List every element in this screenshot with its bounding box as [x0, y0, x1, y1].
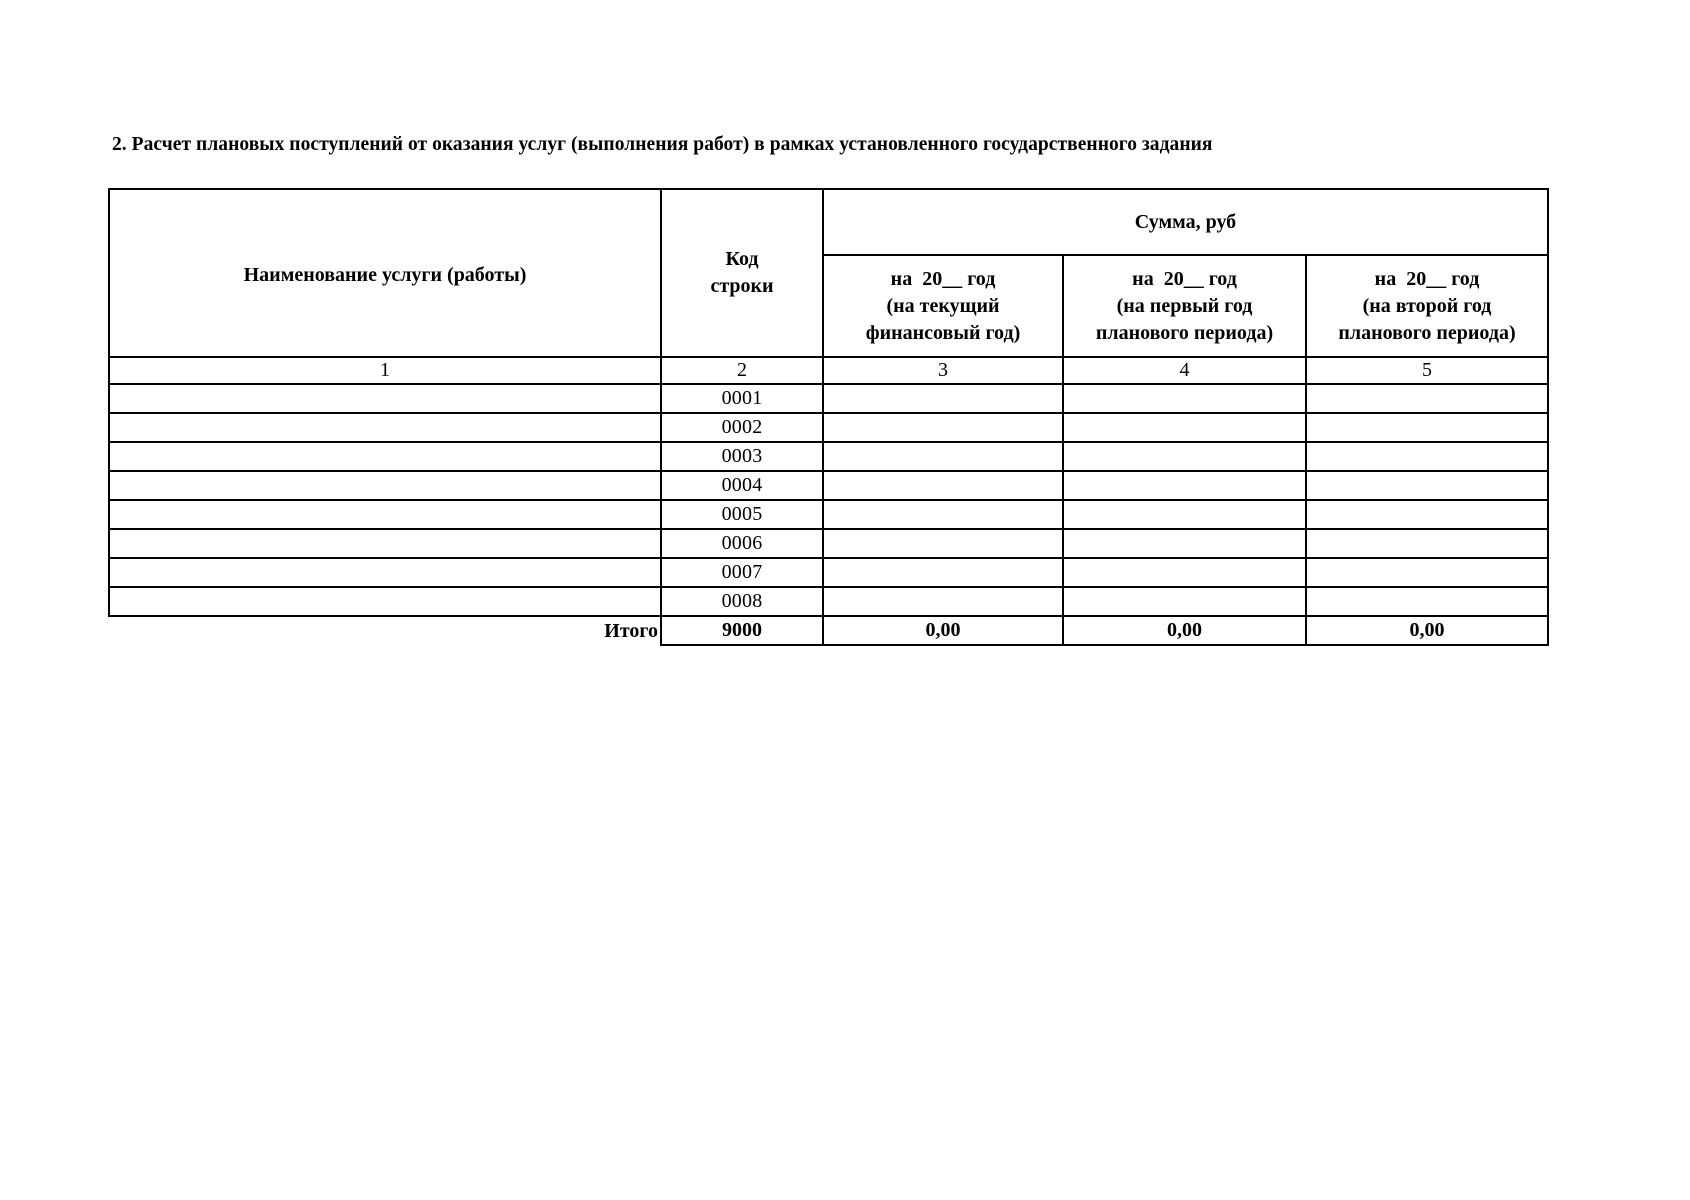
- service-name-cell[interactable]: [109, 558, 661, 587]
- column-number: 4: [1063, 357, 1306, 384]
- amount-cell-current[interactable]: [823, 384, 1063, 413]
- row-code-cell: 0007: [661, 558, 823, 587]
- header-year-first-plan: [1063, 255, 1306, 357]
- column-number-row: [109, 357, 1548, 384]
- header-year-second-plan-line3: планового периода): [1338, 321, 1516, 344]
- amount-cell-second-plan[interactable]: [1306, 529, 1548, 558]
- header-year-second-plan-line1: на 20__ год: [1374, 267, 1480, 290]
- amount-cell-current[interactable]: [823, 442, 1063, 471]
- header-row-code: [661, 189, 823, 357]
- amount-cell-first-plan[interactable]: [1063, 471, 1306, 500]
- header-year-first-plan-line3: планового периода): [1095, 321, 1274, 344]
- amount-cell-first-plan[interactable]: [1063, 558, 1306, 587]
- header-service-name: Наименование услуги (работы): [109, 189, 661, 357]
- amount-cell-first-plan[interactable]: [1063, 442, 1306, 471]
- header-year-current-line1: на 20__ год: [890, 267, 996, 290]
- table-row: [109, 500, 1548, 529]
- header-year-first-plan-line2: (на первый год: [1116, 294, 1253, 317]
- table-row: [109, 587, 1548, 616]
- header-sum: Сумма, руб: [823, 189, 1548, 255]
- service-name-cell[interactable]: [109, 529, 661, 558]
- service-name-cell[interactable]: [109, 413, 661, 442]
- amount-cell-second-plan[interactable]: [1306, 413, 1548, 442]
- service-name-cell[interactable]: [109, 442, 661, 471]
- row-code-cell: 0001: [661, 384, 823, 413]
- table-row: [109, 413, 1548, 442]
- amount-cell-first-plan[interactable]: [1063, 500, 1306, 529]
- amount-cell-current[interactable]: [823, 471, 1063, 500]
- amount-cell-current[interactable]: [823, 529, 1063, 558]
- header-year-second-plan: [1306, 255, 1548, 357]
- total-amount-second-plan: 0,00: [1306, 616, 1548, 645]
- service-name-cell[interactable]: [109, 471, 661, 500]
- column-number: 2: [661, 357, 823, 384]
- amount-cell-current[interactable]: [823, 558, 1063, 587]
- amount-cell-second-plan[interactable]: [1306, 384, 1548, 413]
- amount-cell-first-plan[interactable]: [1063, 587, 1306, 616]
- row-code-cell: 0006: [661, 529, 823, 558]
- header-year-first-plan-line1: на 20__ год: [1132, 267, 1237, 290]
- table-row: [109, 558, 1548, 587]
- revenue-table: [108, 188, 1549, 646]
- amount-cell-current[interactable]: [823, 500, 1063, 529]
- amount-cell-current[interactable]: [823, 413, 1063, 442]
- row-code-cell: 0005: [661, 500, 823, 529]
- total-code-cell: 9000: [661, 616, 823, 645]
- header-year-current-line2: (на текущий: [886, 294, 1000, 317]
- header-row-code-line2: строки: [710, 275, 774, 297]
- row-code-cell: 0004: [661, 471, 823, 500]
- service-name-cell[interactable]: [109, 384, 661, 413]
- table-row: [109, 384, 1548, 413]
- column-number: 3: [823, 357, 1063, 384]
- amount-cell-second-plan[interactable]: [1306, 471, 1548, 500]
- row-code-cell: 0003: [661, 442, 823, 471]
- amount-cell-first-plan[interactable]: [1063, 529, 1306, 558]
- header-row-code-line1: Код: [725, 248, 759, 270]
- row-code-cell: 0002: [661, 413, 823, 442]
- header-year-current: [823, 255, 1063, 357]
- table-row: [109, 529, 1548, 558]
- service-name-cell[interactable]: [109, 500, 661, 529]
- service-name-cell[interactable]: [109, 587, 661, 616]
- amount-cell-second-plan[interactable]: [1306, 500, 1548, 529]
- column-number: 5: [1306, 357, 1548, 384]
- header-year-current-line3: финансовый год): [865, 321, 1021, 344]
- table-row: [109, 471, 1548, 500]
- amount-cell-second-plan[interactable]: [1306, 442, 1548, 471]
- amount-cell-first-plan[interactable]: [1063, 384, 1306, 413]
- row-code-cell: 0008: [661, 587, 823, 616]
- total-amount-first-plan: 0,00: [1063, 616, 1306, 645]
- amount-cell-second-plan[interactable]: [1306, 587, 1548, 616]
- header-year-second-plan-line2: (на второй год: [1362, 294, 1492, 317]
- amount-cell-current[interactable]: [823, 587, 1063, 616]
- amount-cell-second-plan[interactable]: [1306, 558, 1548, 587]
- header-row-top: [109, 189, 1548, 255]
- total-row: [109, 616, 1548, 645]
- column-number: 1: [109, 357, 661, 384]
- amount-cell-first-plan[interactable]: [1063, 413, 1306, 442]
- section-heading: 2. Расчет плановых поступлений от оказания услуг (выполнения работ) в рамках установленного государственного задания: [112, 134, 1213, 155]
- total-label: Итого: [109, 616, 661, 645]
- total-amount-current: 0,00: [823, 616, 1063, 645]
- table-row: [109, 442, 1548, 471]
